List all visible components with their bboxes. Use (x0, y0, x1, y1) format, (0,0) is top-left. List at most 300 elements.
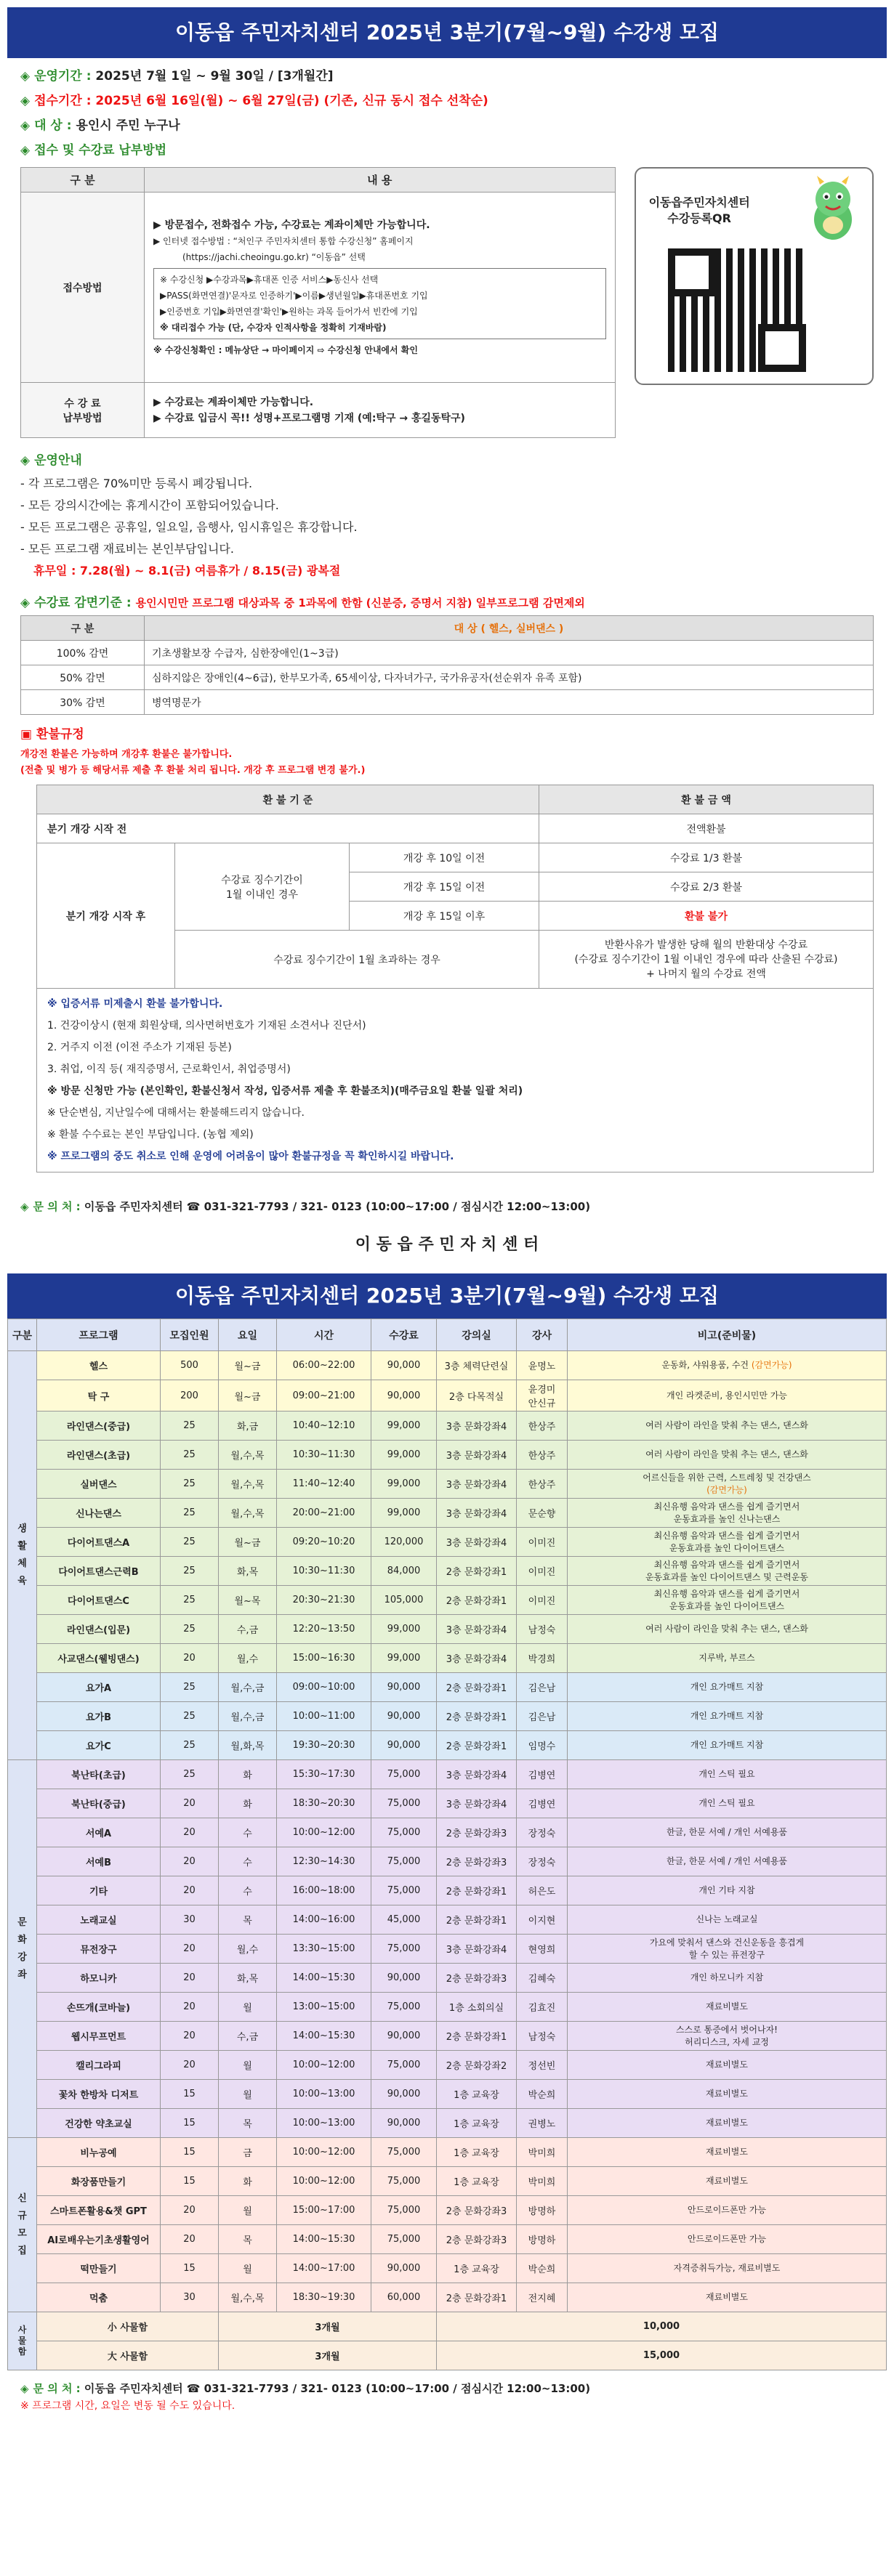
time: 10:00~12:00 (277, 2167, 371, 2196)
room: 1층 교육장 (437, 2109, 517, 2138)
table-row (8, 1760, 887, 1789)
fee: 60,000 (371, 2283, 437, 2312)
weekday: 월 (219, 2051, 277, 2080)
capacity: 15 (161, 2138, 219, 2167)
notice-item: - 모든 프로그램 재료비는 본인부담입니다. (20, 542, 234, 556)
program-name: 다이어트댄스A (37, 1528, 161, 1557)
time: 18:30~20:30 (277, 1789, 371, 1818)
fee: 75,000 (371, 1847, 437, 1876)
capacity: 20 (161, 1964, 219, 1993)
instructor: 정선빈 (517, 2051, 568, 2080)
table-row (8, 2225, 887, 2254)
fee: 75,000 (371, 2196, 437, 2225)
refund-note: (전출 및 병가 등 해당서류 제출 후 환불 처리 됩니다. 개강 후 프로그램 변경 불가.) (20, 765, 366, 776)
fee: 105,000 (371, 1586, 437, 1615)
program-name: AI로배우는기초생활영어 (37, 2225, 161, 2254)
capacity: 20 (161, 1644, 219, 1673)
notes: 최신유행 음악과 댄스를 쉽게 즐기면서 운동효과를 높인 신나는댄스 (568, 1499, 887, 1528)
capacity: 20 (161, 1818, 219, 1847)
table-row (8, 1499, 887, 1528)
room: 2층 문화강좌1 (437, 1557, 517, 1586)
table-row (8, 1557, 887, 1586)
weekday: 월 (219, 2080, 277, 2109)
discount-value: 심하지않은 장애인(4~6급), 한부모가족, 65세이상, 다자녀가구, 국가유공자(선순위자 유족 포함) (145, 665, 874, 690)
notes: 개인 요가매트 지참 (568, 1673, 887, 1702)
qr-card (635, 167, 874, 385)
table-row (8, 2283, 887, 2312)
fee: 99,000 (371, 1411, 437, 1441)
instructor: 윤명노 (517, 1351, 568, 1380)
notes: 자격증취득가능, 재료비별도 (568, 2254, 887, 2283)
room: 2층 문화강좌1 (437, 2283, 517, 2312)
fee: 99,000 (371, 1499, 437, 1528)
sched-col: 구분 (8, 1319, 37, 1351)
period-label: 운영기간 (34, 69, 82, 84)
program-name: 화장품만들기 (37, 2167, 161, 2196)
weekday: 월 (219, 1993, 277, 2022)
row-label-method: 접수방법 (21, 193, 145, 383)
capacity: 200 (161, 1380, 219, 1411)
notes: 재료비별도 (568, 2051, 887, 2080)
program-name: 건강한 약초교실 (37, 2109, 161, 2138)
time: 11:40~12:40 (277, 1470, 371, 1499)
notes: 가요에 맞춰서 댄스와 건신운동을 흥겹게 할 수 있는 퓨전장구 (568, 1935, 887, 1964)
refund-before: 분기 개강 시작 전 (37, 814, 539, 843)
room: 2층 문화강좌1 (437, 1731, 517, 1760)
time: 16:00~18:00 (277, 1876, 371, 1905)
refund-note-line: ※ 입증서류 미제출시 환불 불가합니다. (47, 998, 223, 1010)
refund-header: 환불규정 (36, 727, 84, 742)
instructor: 한상주 (517, 1470, 568, 1499)
refund-note-line: ※ 환불 수수료는 본인 부담입니다. (농협 제외) (47, 1129, 254, 1141)
weekday: 화,목 (219, 1964, 277, 1993)
target-label: 대 상 (34, 118, 63, 133)
discount-key: 30% 감면 (21, 690, 145, 715)
payment-line: ▶ 수강료는 계좌이체만 가능합니다. (153, 396, 314, 408)
capacity: 30 (161, 2283, 219, 2312)
notes: 최신유행 음악과 댄스를 쉽게 즐기면서 운동효과를 높인 다이어트댄스 (568, 1586, 887, 1615)
time: 18:30~19:30 (277, 2283, 371, 2312)
weekday: 월,수 (219, 1935, 277, 1964)
table-row (8, 2051, 887, 2080)
refund-note-line: 1. 건강이상시 (현재 회원상태, 의사면허번호가 기재된 소견서나 진단서) (47, 1020, 366, 1032)
refund-amount: 환불 불가 (539, 902, 874, 931)
weekday: 화 (219, 2167, 277, 2196)
diamond-icon: ◈ (20, 94, 31, 108)
refund-notes (36, 989, 874, 1172)
room: 3층 문화강좌4 (437, 1470, 517, 1499)
table-row (8, 1789, 887, 1818)
room: 2층 문화강좌1 (437, 2022, 517, 2051)
discount-key: 50% 감면 (21, 665, 145, 690)
time: 20:00~21:00 (277, 1499, 371, 1528)
weekday: 수,금 (219, 2022, 277, 2051)
fee: 90,000 (371, 1351, 437, 1380)
weekday: 월~목 (219, 1586, 277, 1615)
capacity: 20 (161, 1847, 219, 1876)
weekday: 화 (219, 1760, 277, 1789)
signup-label: 접수기간 (34, 94, 82, 108)
discount-tag: (감면가능) (706, 1484, 747, 1495)
time: 09:00~10:00 (277, 1673, 371, 1702)
time: 14:00~17:00 (277, 2254, 371, 2283)
mascot-dragon-icon (804, 174, 862, 244)
room: 1층 소회의실 (437, 1993, 517, 2022)
fee: 75,000 (371, 1789, 437, 1818)
weekday: 금 (219, 2138, 277, 2167)
discount-col: 구 분 (21, 616, 145, 641)
room: 3층 문화강좌4 (437, 1499, 517, 1528)
contact-label: 문 의 처 : (33, 1200, 81, 1213)
weekday: 월~금 (219, 1528, 277, 1557)
locker-term: 3개월 (219, 2341, 437, 2370)
qr-title-line: 이동읍주민자치센터 (648, 195, 750, 209)
room: 3층 문화강좌4 (437, 1441, 517, 1470)
capacity: 15 (161, 2080, 219, 2109)
notice-item: - 모든 강의시간에는 휴게시간이 포함되어있습니다. (20, 498, 279, 512)
discount-tag: (감면가능) (751, 1360, 792, 1370)
table-row (8, 1441, 887, 1470)
sched-col: 수강료 (371, 1319, 437, 1351)
refund-within: 수강료 징수기간이 1월 이내인 경우 (175, 843, 350, 931)
room: 1층 교육장 (437, 2080, 517, 2109)
fee: 99,000 (371, 1470, 437, 1499)
method-line: ▶ 인터넷 접수방법 : “처인구 주민자치센터 통합 수강신청” 홈페이지 (153, 235, 414, 246)
refund-before-value: 전액환불 (539, 814, 874, 843)
weekday: 월,수,목 (219, 1441, 277, 1470)
capacity: 25 (161, 1528, 219, 1557)
time: 09:20~10:20 (277, 1528, 371, 1557)
program-name: 노래교실 (37, 1905, 161, 1935)
capacity: 25 (161, 1615, 219, 1644)
program-name: 요가B (37, 1702, 161, 1731)
weekday: 수,금 (219, 1615, 277, 1644)
group-label: 문 화 강 좌 (8, 1760, 37, 2138)
instructor: 장정숙 (517, 1818, 568, 1847)
refund-note-line: 2. 거주지 이전 (이전 주소가 기재된 등본) (47, 1042, 232, 1053)
program-name: 스마트폰활용&챗 GPT (37, 2196, 161, 2225)
instructor: 문순향 (517, 1499, 568, 1528)
instructor: 이미진 (517, 1586, 568, 1615)
instructor: 남정숙 (517, 2022, 568, 2051)
discount-col-label: 대 상 ( 헬스, 실버댄스 ) (454, 623, 564, 635)
fee: 75,000 (371, 1818, 437, 1847)
weekday: 월~금 (219, 1380, 277, 1411)
room: 2층 문화강좌3 (437, 2225, 517, 2254)
schedule-banner (7, 1273, 887, 1319)
discount-value: 병역명문가 (145, 690, 874, 715)
qr-title-line: 수강등록QR (667, 211, 731, 225)
notes: 개인 하모니카 지참 (568, 1964, 887, 1993)
instructor: 현영희 (517, 1935, 568, 1964)
table-row (8, 1586, 887, 1615)
table-row (8, 1615, 887, 1644)
instructor: 전지혜 (517, 2283, 568, 2312)
program-name: 떡만들기 (37, 2254, 161, 2283)
refund-amount: 수강료 1/3 환불 (539, 843, 874, 872)
discount-table (20, 615, 874, 715)
weekday: 수 (219, 1818, 277, 1847)
instructor: 장정숙 (517, 1847, 568, 1876)
weekday: 월 (219, 2254, 277, 2283)
program-name: 라인댄스(입문) (37, 1615, 161, 1644)
method-line: (https://jachi.cheoingu.go.kr) “이동읍” 선택 (182, 251, 366, 262)
discount-key: 100% 감면 (21, 641, 145, 665)
time: 14:00~15:30 (277, 2022, 371, 2051)
table-row (8, 1702, 887, 1731)
capacity: 25 (161, 1586, 219, 1615)
program-name: 북난타(중급) (37, 1789, 161, 1818)
locker-row (8, 2341, 887, 2370)
program-name: 라인댄스(초급) (37, 1441, 161, 1470)
refund-table (36, 785, 874, 989)
method-table (20, 167, 616, 438)
room: 1층 교육장 (437, 2138, 517, 2167)
instructor: 박순희 (517, 2080, 568, 2109)
table-row (8, 1818, 887, 1847)
table-row (8, 1964, 887, 1993)
program-name: 탁 구 (37, 1380, 161, 1411)
table-row (8, 1528, 887, 1557)
capacity: 25 (161, 1702, 219, 1731)
program-name: 하모니카 (37, 1964, 161, 1993)
refund-note-line: 3. 취업, 이직 등( 재직증명서, 근로확인서, 취업증명서) (47, 1064, 291, 1075)
time: 12:20~13:50 (277, 1615, 371, 1644)
time: 15:00~16:30 (277, 1644, 371, 1673)
table-row (8, 1731, 887, 1760)
table-row (8, 1644, 887, 1673)
refund-note-line: ※ 방문 신청만 가능 (본인확인, 환불신청서 작성, 입증서류 제출 후 환불조치)(매주금요일 환불 일괄 처리) (47, 1085, 523, 1097)
instructor: 권병노 (517, 2109, 568, 2138)
weekday: 월~금 (219, 1351, 277, 1380)
signup-value: 2025년 6월 16일(월) ~ 6월 27일(금) (기존, 신규 동시 접수 선착순) (95, 94, 488, 108)
capacity: 25 (161, 1760, 219, 1789)
fee: 99,000 (371, 1615, 437, 1644)
capacity: 20 (161, 1935, 219, 1964)
instructor: 남정숙 (517, 1615, 568, 1644)
locker-name: 大 사물함 (37, 2341, 219, 2370)
capacity: 20 (161, 2225, 219, 2254)
room: 1층 교육장 (437, 2254, 517, 2283)
program-name: 뮤전장구 (37, 1935, 161, 1964)
footer-contact-value: 이동읍 주민자치센터 ☎ 031-321-7793 / 321- 0123 (10:00~17:00 / 점심시간 12:00~13:00) (84, 2382, 591, 2395)
diamond-icon: ◈ (20, 1200, 29, 1213)
discount-value: 기초생활보장 수급자, 심한장애인(1~3급) (145, 641, 874, 665)
holiday-notice: 휴무일 : 7.28(월) ~ 8.1(금) 여름휴가 / 8.15(금) 광복절 (33, 564, 341, 578)
notes: 지루박, 부르스 (568, 1644, 887, 1673)
room: 1층 교육장 (437, 2167, 517, 2196)
weekday: 월,화,목 (219, 1731, 277, 1760)
time: 14:00~15:30 (277, 2225, 371, 2254)
program-name: 다이어트댄스C (37, 1586, 161, 1615)
room: 3층 체력단련실 (437, 1351, 517, 1380)
fee: 84,000 (371, 1557, 437, 1586)
refund-over: 수강료 징수기간이 1월 초과하는 경우 (175, 931, 539, 989)
capacity: 20 (161, 1876, 219, 1905)
instructor: 김혜숙 (517, 1964, 568, 1993)
program-name: 다이어트댄스근력B (37, 1557, 161, 1586)
program-name: 손뜨개(코바늘) (37, 1993, 161, 2022)
fee: 75,000 (371, 1935, 437, 1964)
qr-code[interactable] (668, 248, 806, 372)
notes: 안드로이드폰만 가능 (568, 2196, 887, 2225)
locker-term: 3개월 (219, 2312, 437, 2341)
capacity: 20 (161, 1993, 219, 2022)
capacity: 15 (161, 2254, 219, 2283)
method-line: ▶인증번호 기입▶화면연결'확인'▶원하는 과목 들어가서 빈칸에 기입 (160, 306, 418, 317)
table-row (8, 2080, 887, 2109)
col-content: 내 용 (145, 168, 616, 193)
table-row (8, 1993, 887, 2022)
time: 10:40~12:10 (277, 1411, 371, 1441)
method-line: ▶PASS(화면연결)'문자로 인증하기'▶이름▶생년월일▶휴대폰번호 기입 (160, 290, 428, 301)
notes: 재료비별도 (568, 2138, 887, 2167)
capacity: 25 (161, 1673, 219, 1702)
payment-content (145, 383, 616, 438)
method-line: ※ 대리접수 가능 (단, 수강자 인적사항을 정확히 기재바람) (160, 322, 387, 333)
sched-col: 프로그램 (37, 1319, 161, 1351)
fee: 75,000 (371, 1760, 437, 1789)
notes: 안드로이드폰만 가능 (568, 2225, 887, 2254)
room: 2층 문화강좌2 (437, 2051, 517, 2080)
capacity: 20 (161, 2051, 219, 2080)
instructor: 윤경미 안신규 (517, 1380, 568, 1411)
fee: 90,000 (371, 2022, 437, 2051)
notes: 개인 요가매트 지참 (568, 1731, 887, 1760)
qr-title (649, 195, 750, 227)
notice-header: 운영안내 (34, 453, 82, 468)
table-row (8, 1876, 887, 1905)
fee: 120,000 (371, 1528, 437, 1557)
refund-cond: 개강 후 10일 이전 (350, 843, 539, 872)
notice-list (20, 473, 874, 582)
instructor: 방명하 (517, 2225, 568, 2254)
time: 13:30~15:00 (277, 1935, 371, 1964)
capacity: 30 (161, 1905, 219, 1935)
fee: 90,000 (371, 2109, 437, 2138)
time: 12:30~14:30 (277, 1847, 371, 1876)
weekday: 화 (219, 1789, 277, 1818)
contact-value: 이동읍 주민자치센터 ☎ 031-321-7793 / 321- 0123 (10:00~17:00 / 점심시간 12:00~13:00) (84, 1200, 591, 1213)
discount-text: 용인시민만 프로그램 대상과목 중 1과목에 한함 (신분증, 증명서 지참) 일부프로그램 감면제외 (135, 596, 585, 609)
room: 2층 다목적실 (437, 1380, 517, 1411)
weekday: 월,수,목 (219, 2283, 277, 2312)
schedule-title: 이동읍 주민자치센터 2025년 3분기(7월~9월) 수강생 모집 (174, 1284, 720, 1308)
table-row (8, 2138, 887, 2167)
instructor: 박경희 (517, 1644, 568, 1673)
diamond-icon: ◈ (20, 453, 31, 468)
time: 14:00~15:30 (277, 1964, 371, 1993)
instructor: 이지현 (517, 1905, 568, 1935)
fee: 90,000 (371, 2080, 437, 2109)
room: 3층 문화강좌4 (437, 1528, 517, 1557)
refund-col: 환 불 금 액 (539, 785, 874, 814)
room: 3층 문화강좌4 (437, 1789, 517, 1818)
program-name: 실버댄스 (37, 1470, 161, 1499)
weekday: 월,수,금 (219, 1702, 277, 1731)
program-name: 서예A (37, 1818, 161, 1847)
refund-over-value: 반환사유가 발생한 당해 월의 반환대상 수강료 (수강료 징수기간이 1월 이내인 경우에 따라 산출된 수강료) + 나머지 월의 수강료 전액 (539, 931, 874, 989)
capacity: 25 (161, 1557, 219, 1586)
weekday: 월 (219, 2196, 277, 2225)
table-row (8, 2022, 887, 2051)
instructor: 김효진 (517, 1993, 568, 2022)
capacity: 20 (161, 2022, 219, 2051)
room: 3층 문화강좌4 (437, 1935, 517, 1964)
room: 2층 문화강좌1 (437, 1673, 517, 1702)
fee: 75,000 (371, 1876, 437, 1905)
time: 10:00~11:00 (277, 1702, 371, 1731)
group-label: 사 물 함 (8, 2312, 37, 2370)
notes: 재료비별도 (568, 2109, 887, 2138)
room: 2층 문화강좌1 (437, 1586, 517, 1615)
instructor: 김병연 (517, 1789, 568, 1818)
instructor: 박미희 (517, 2138, 568, 2167)
method-line: ※ 수강신청 ▶수강과목▶휴대폰 인증 서비스▶동신사 선택 (160, 274, 379, 285)
instructor: 김은남 (517, 1702, 568, 1731)
notes: 재료비별도 (568, 2167, 887, 2196)
capacity: 25 (161, 1499, 219, 1528)
table-row (8, 2167, 887, 2196)
program-name: 신나는댄스 (37, 1499, 161, 1528)
notes: 운동화, 샤워용품, 수건 (감면가능) (568, 1351, 887, 1380)
program-name: 요가C (37, 1731, 161, 1760)
notes: 최신유행 음악과 댄스를 쉽게 즐기면서 운동효과를 높인 다이어트댄스 (568, 1528, 887, 1557)
instructor: 박순희 (517, 2254, 568, 2283)
schedule-table (7, 1319, 887, 2370)
weekday: 목 (219, 1905, 277, 1935)
instructor: 방명하 (517, 2196, 568, 2225)
refund-cond: 개강 후 15일 이후 (350, 902, 539, 931)
instructor: 임명수 (517, 1731, 568, 1760)
fee: 90,000 (371, 1964, 437, 1993)
notes: 재료비별도 (568, 2283, 887, 2312)
sched-col: 요일 (219, 1319, 277, 1351)
room: 2층 문화강좌1 (437, 1905, 517, 1935)
program-name: 사교댄스(웰빙댄스) (37, 1644, 161, 1673)
footer-contact-label: 문 의 처 : (33, 2382, 81, 2395)
table-row (8, 1935, 887, 1964)
diamond-icon: ◈ (20, 69, 31, 84)
capacity: 15 (161, 2167, 219, 2196)
capacity: 20 (161, 1789, 219, 1818)
method-header: 접수 및 수강료 납부방법 (34, 143, 167, 158)
room: 2층 문화강좌3 (437, 2196, 517, 2225)
program-name: 캘리그라피 (37, 2051, 161, 2080)
weekday: 목 (219, 2225, 277, 2254)
time: 10:30~11:30 (277, 1441, 371, 1470)
weekday: 월,수 (219, 1644, 277, 1673)
instructor: 이미진 (517, 1528, 568, 1557)
fee: 90,000 (371, 1702, 437, 1731)
table-row (8, 2109, 887, 2138)
fee: 90,000 (371, 2254, 437, 2283)
refund-note-line: ※ 프로그램의 중도 취소로 인해 운영에 어려움이 많아 환불규정을 꼭 확인하시길 바랍니다. (47, 1151, 454, 1162)
notes: 어르신들을 위한 근력, 스트레칭 및 건강댄스 (감면가능) (568, 1470, 887, 1499)
signup-steps-box (153, 268, 606, 339)
notes: 한글, 한문 서예 / 개인 서예용품 (568, 1818, 887, 1847)
capacity: 25 (161, 1411, 219, 1441)
instructor: 이미진 (517, 1557, 568, 1586)
time: 06:00~22:00 (277, 1351, 371, 1380)
sched-col: 모집인원 (161, 1319, 219, 1351)
notes: 여러 사람이 라인을 맞춰 추는 댄스, 댄스화 (568, 1441, 887, 1470)
fee: 90,000 (371, 1380, 437, 1411)
capacity: 25 (161, 1441, 219, 1470)
page-title: 이동읍 주민자치센터 2025년 3분기(7월~9월) 수강생 모집 (174, 20, 720, 44)
notes: 개인 라켓준비, 용인시민만 가능 (568, 1380, 887, 1411)
refund-cond: 개강 후 15일 이전 (350, 872, 539, 902)
